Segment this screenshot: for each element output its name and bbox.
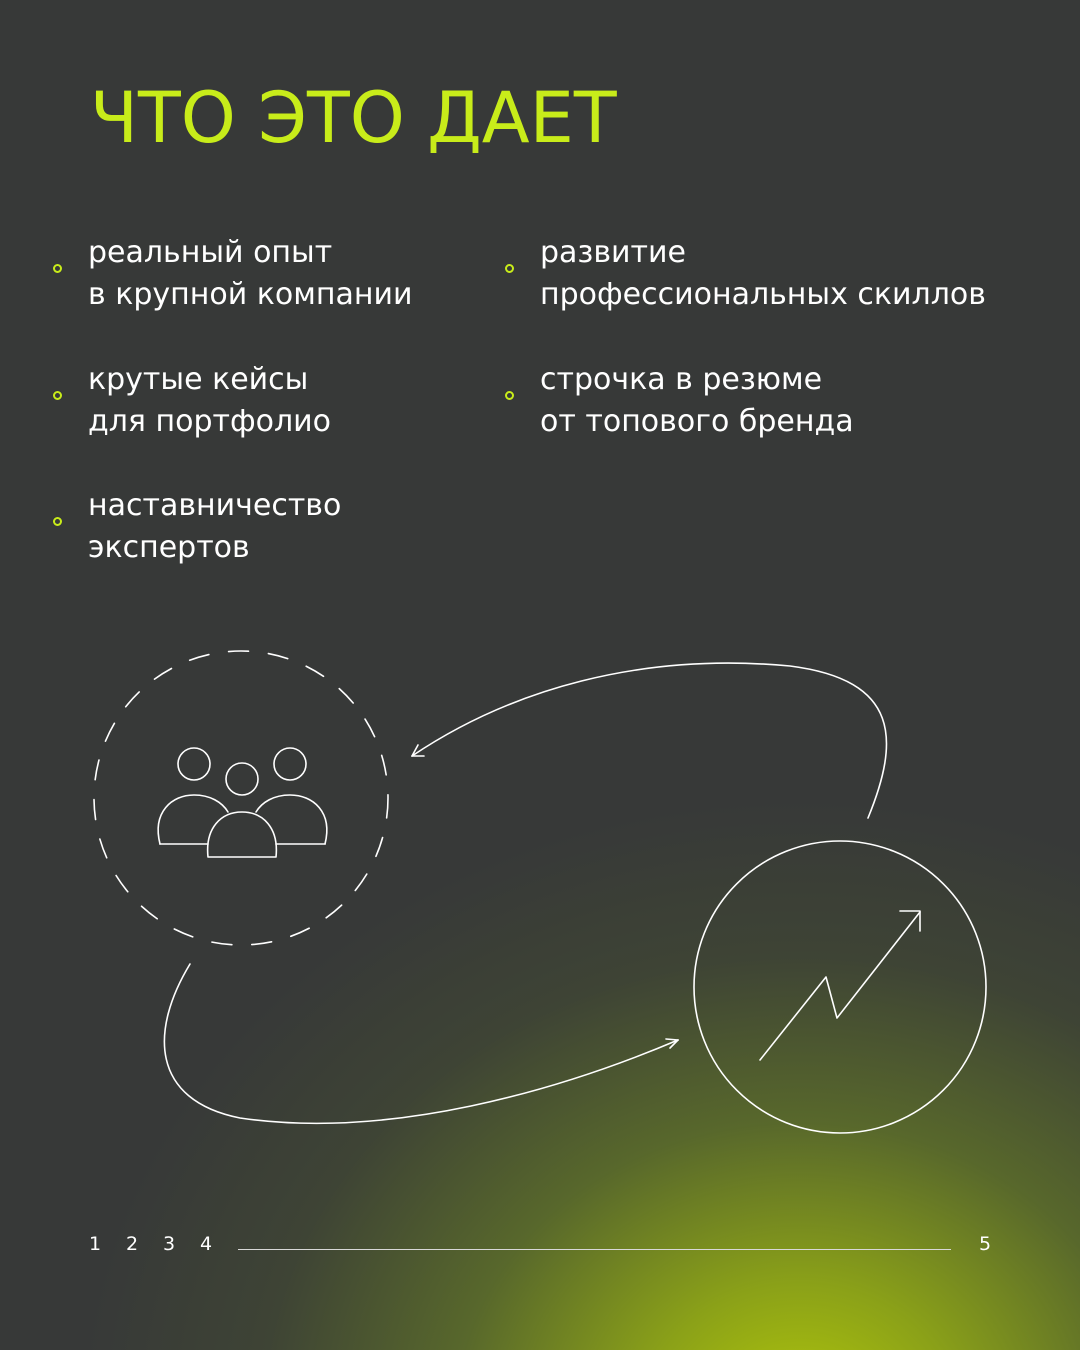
page-number-2[interactable]: 2 [126, 1233, 139, 1255]
connector-arrow-to-team [412, 663, 886, 818]
team-dashed-circle [94, 651, 388, 945]
benefit-line-1: развитие [540, 235, 686, 270]
trending-up-arrow-icon [760, 911, 920, 1060]
page-number-1[interactable]: 1 [89, 1233, 102, 1255]
current-page-number: 5 [979, 1233, 992, 1255]
growth-circle [694, 841, 986, 1133]
benefit-line-1: наставничество [88, 488, 342, 523]
page-number-3[interactable]: 3 [163, 1233, 176, 1255]
benefit-line-2: от топового бренда [540, 404, 854, 439]
pagination-progress-line [238, 1249, 951, 1250]
team-icon [158, 748, 327, 857]
benefit-line-1: реальный опыт [88, 235, 333, 270]
benefit-line-2: профессиональных скиллов [540, 277, 986, 312]
page-title: ЧТО ЭТО ДАЕТ [90, 77, 617, 159]
benefit-line-1: крутые кейсы [88, 362, 309, 397]
connector-arrow-to-growth [164, 964, 678, 1123]
benefit-line-2: для портфолио [88, 404, 332, 439]
benefit-line-2: экспертов [88, 530, 250, 565]
benefit-line-2: в крупной компании [88, 277, 413, 312]
page-number-4[interactable]: 4 [200, 1233, 213, 1255]
benefit-line-1: строчка в резюме [540, 362, 823, 397]
